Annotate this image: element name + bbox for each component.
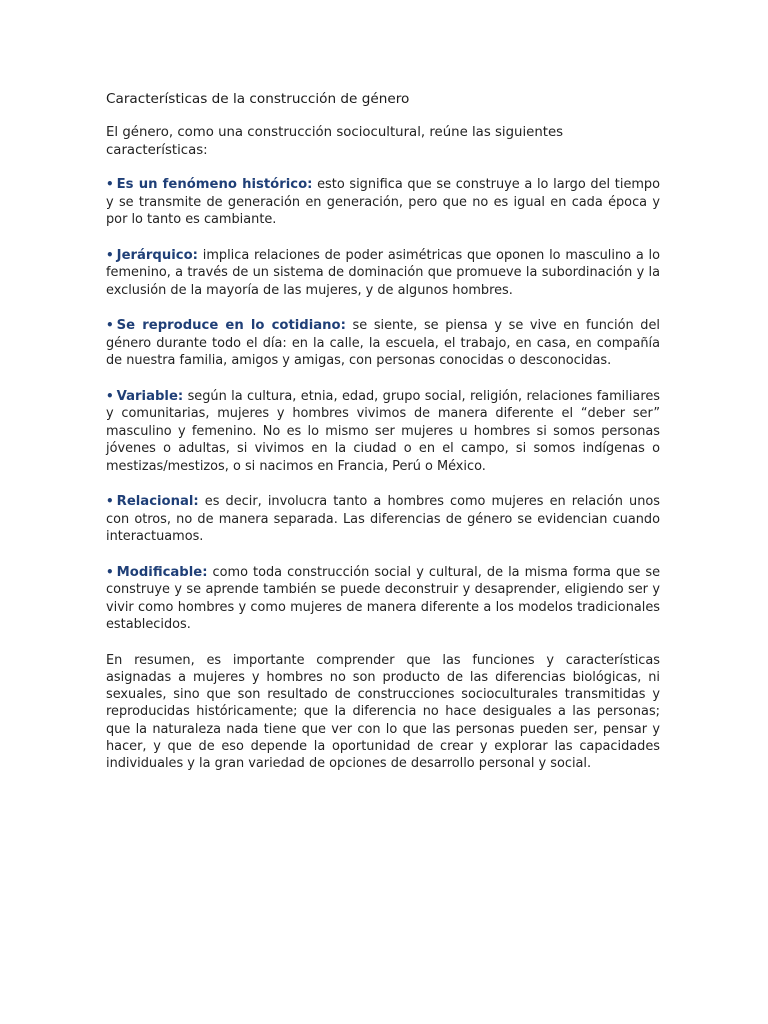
characteristic-relacional <box>106 493 660 546</box>
document-page <box>106 90 660 773</box>
characteristic-modificable <box>106 564 660 634</box>
characteristic-text: es decir, involucra tanto a hombres como mujeres en relación unos con otros, no de manera separada. Las diferencias de género se evidencian cuando interactuamos. <box>106 494 660 544</box>
characteristic-term: Jerárquico: <box>116 247 198 263</box>
intro-paragraph: El género, como una construcción sociocultural, reúne las siguientes características: <box>106 125 564 158</box>
characteristic-text: como toda construcción social y cultural, de la misma forma que se construye y se aprende también se puede deconstruir y desaprender, eligiendo ser y vivir como hombres y como mujeres de manera diferente a los modelos tradicionales establecidos. <box>106 564 660 632</box>
bullet-icon: • <box>106 318 114 332</box>
bullet-icon: • <box>106 247 114 262</box>
bullet-icon: • <box>106 564 114 579</box>
summary-paragraph: En resumen, es importante comprender que las funciones y características asignadas a mujeres y hombres no son producto de las diferencias biológicas, ni sexuales, sino que son resultado de construcciones socioculturales transmitidas y reproducidas históricamente; que la diferencia no hace desiguales a las personas; que la naturaleza nada tiene que ver con lo que las personas pueden ser, pensar y hacer, y que de eso depende la oportunidad de crear y explorar las capacidades individuales y la gran variedad de opciones de desarrollo personal y social. <box>106 652 660 772</box>
characteristic-variable <box>106 388 660 476</box>
characteristic-term: Se reproduce en lo cotidiano: <box>116 318 346 333</box>
characteristic-jerarquico <box>106 247 660 300</box>
characteristic-term: Variable: <box>116 388 184 404</box>
document-title: Características de la construcción de género <box>106 91 410 107</box>
characteristic-text: esto significa que se construye a lo largo del tiempo y se transmite de generación en generación, pero que no es igual en cada época y por lo tanto es cambiante. <box>106 177 660 227</box>
characteristic-term: Modificable: <box>116 564 208 580</box>
bullet-icon: • <box>106 177 114 191</box>
bullet-icon: • <box>106 388 114 403</box>
characteristic-text: implica relaciones de poder asimétricas que oponen lo masculino a lo femenino, a través de un sistema de dominación que promueve la subordinación y la exclusión de la mayoría de las mujeres, y de algunos hombres. <box>106 247 660 298</box>
characteristic-text: se siente, se piensa y se vive en función del género durante todo el día: en la calle, la escuela, el trabajo, en casa, en compañía de nuestra familia, amigos y amigas, con personas conocidas o desconocidas. <box>106 318 660 368</box>
characteristic-cotidiano <box>106 317 660 370</box>
characteristic-text: según la cultura, etnia, edad, grupo social, religión, relaciones familiares y comunitarias, mujeres y hombres vivimos de manera diferente el “deber ser” masculino y femenino. No es lo mismo ser mujeres u hombres si somos personas jóvenes o adultas, si vivimos en la ciudad o en el campo, si somos indígenas o mestizas/mestizos, o si nacimos en Francia, Perú o México. <box>106 388 660 474</box>
characteristic-historico <box>106 176 660 229</box>
bullet-icon: • <box>106 494 114 508</box>
characteristic-term: Relacional: <box>116 494 199 509</box>
characteristic-term: Es un fenómeno histórico: <box>116 177 313 192</box>
